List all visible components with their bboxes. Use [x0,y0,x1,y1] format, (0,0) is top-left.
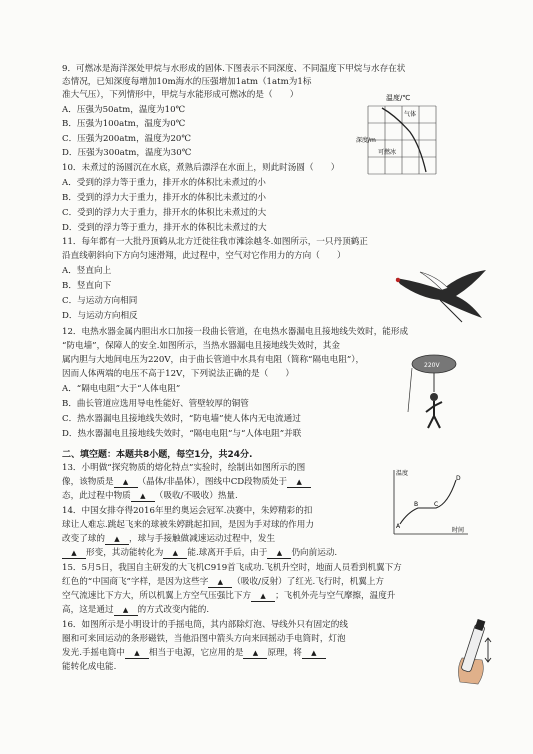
q12-option-d: D．热水器漏电且接地线失效时，“隔电电阻”与“人体电阻”并联 [62,429,302,439]
q14-line1: 14．中国女排夺得2016年里约奥运会冠军.决赛中，朱婷精彩的扣 [62,506,313,516]
q9-phase-diagram [356,92,446,178]
q16-blank-2[interactable]: ▲ [243,649,267,659]
q15-line2: 红色的“中国商飞”字样，是因为这些字 ▲ （吸收/反射）了红光.飞行时，机翼上方 [62,577,385,587]
q14-blank-4[interactable]: ▲ [267,549,291,559]
q15-line3: 空气流速比下方大，所以机翼上方空气压强比下方 ▲ ；飞机外壳与空气摩擦，温度升 [62,591,396,601]
q15-line4: 高，这是通过 ▲ 的方式改变内能的. [62,605,210,615]
q11-option-d: D．与运动方向相反 [62,311,138,321]
q12-line3: 属内胆与大地间电压为220V，由于曲长管道中水具有电阻（简称“隔电电阻”）， [62,355,365,365]
q14-blank-2[interactable]: ▲ [62,549,86,559]
q11-line2: 沿直线朝斜向下方向匀速滑翔，此过程中，空气对它作用力的方向（ ） [62,251,346,261]
q10-option-c: C．受到的浮力大于重力，排开水的体积比未煮过的大 [62,208,267,218]
q9-option-d: D．压强为300atm，温度为30℃ [62,148,192,158]
q10-option-b: B．受到的浮力大于重力，排开水的体积比未煮过的小 [62,193,266,203]
q13-line1: 13．小明做“探究物质的熔化特点”实验时，绘制出如图所示的图 [62,463,306,473]
q9-option-a: A．压强为50atm，温度为10℃ [62,105,186,115]
section-2-heading: 二、填空题：本题共8小题，每空1分，共24分. [62,450,253,460]
q11-option-a: A．竖直向上 [62,266,112,276]
q11-line1: 11．每年都有一大批丹顶鹤从北方迁徙往我市滩涂越冬.如图所示，一只丹顶鹤正 [62,237,368,247]
q10-line1: 10．未煮过的汤圆沉在水底，煮熟后漂浮在水面上，则此时汤圆（ ） [62,163,340,173]
q12-line1: 12．电热水器金属内胆出水口加接一段曲长管道，在电热水器漏电且接地线失效时，能形成 [62,327,409,337]
q15-line1: 15．5月5日，我国自主研发的大飞机C919首飞成功.飞机升空时，地面人员看到机翼下方 [62,563,402,573]
q13-xlabel: 时间 [452,527,465,534]
q13-ylabel: 温度 [396,470,409,477]
crane-illustration [390,268,490,326]
q9-line3: 准大气压），下列情形中，甲烷与水能形成可燃冰的是（ ） [62,90,299,100]
q16-line1: 16．如图所示是小明设计的手摇电筒，其内部除灯泡、导线外只有固定的线 [62,620,348,630]
q15-blank-1[interactable]: ▲ [208,578,232,588]
q15-blank-3[interactable]: ▲ [114,606,138,616]
q9-line2: 态情况，已知深度每增加10m海水的压强增加1atm（1atm为1标 [62,77,312,87]
q16-line4: 能转化成电能. [62,662,117,672]
q15-blank-2[interactable]: ▲ [251,592,275,602]
q9-region-hydrate: 可燃冰 [378,149,397,156]
q12-line2: “防电墙”，保障人的安全.如图所示，当热水器漏电且接地线失效时，其金 [62,341,340,351]
q13-point-c: C [434,501,439,508]
q16-blank-1[interactable]: ▲ [125,649,149,659]
q14-line2: 球让人难忘.跳起飞来的球被朱婷跳起扣回，是因为手对球的作用力 [62,520,314,530]
q9-line1: 9．可燃冰是海洋深处甲烷与水形成的固体.下图表示不同深度、不同温度下甲烷与水存在状 [62,64,406,74]
q14-blank-3[interactable]: ▲ [163,549,187,559]
q13-blank-2[interactable]: ▲ [287,478,311,488]
q10-option-d: D．受到的浮力等于重力，排开水的体积比未煮过的大 [62,223,267,233]
q16-blank-3[interactable]: ▲ [302,649,326,659]
q16-line2: 圈和可来回运动的条形磁铁，当他沿图中箭头方向来回摇动手电筒时，灯泡 [62,634,346,644]
q12-option-b: B．曲长管道应选用导电性能好、管壁较厚的铜管 [62,399,249,409]
q13-curve [400,480,456,524]
q13-blank-1[interactable]: ▲ [114,478,138,488]
q13-blank-3[interactable]: ▲ [131,492,155,502]
water-heater-illustration [404,352,464,432]
q12-option-a: A．“隔电电阻”大于“人体电阻” [62,384,181,394]
q13-point-b: B [414,501,419,508]
q11-option-c: C．与运动方向相同 [62,296,138,306]
q11-option-b: B．竖直向下 [62,281,112,291]
q13-melting-graph [382,466,472,538]
q9-chart-xlabel: 温度/℃ [386,94,411,102]
q12-option-c: C．热水器漏电且接地线失效时，“防电墙”使人体内无电流通过 [62,414,301,424]
q9-option-b: B．压强为100atm，温度为0℃ [62,119,186,129]
q13-point-d: D [456,475,461,482]
q9-option-c: C．压强为200atm，温度为20℃ [62,134,192,144]
q12-line4: 因而人体两端的电压不高于12V，下列说法正确的是（ ） [62,369,294,379]
q14-line3: 改变了球的 ▲ ，球与手接触做减速运动过程中，发生 [62,534,276,544]
q9-region-gas: 气体 [404,111,417,118]
q14-line4: ▲ 形变，其动能转化为 ▲ 能.球离开手后，由于 ▲ 仍向前运动. [62,547,337,560]
q14-blank-1[interactable]: ▲ [105,535,129,545]
q10-option-a: A．受到的浮力等于重力，排开水的体积比未煮过的小 [62,178,266,188]
q13-point-a: A [396,523,401,530]
heater-voltage-label: 220V [424,362,440,369]
hand-flashlight-illustration [452,618,500,688]
q16-line3: 发光.手摇电筒中 ▲ 相当于电源，它应用的是 ▲ 原理，将 ▲ [62,647,326,660]
q13-line2: 像，该物质是 ▲ （晶体/非晶体），图线中CD段物质处于 ▲ [62,476,311,489]
q9-chart-ylabel: 深度/m [356,137,376,144]
q13-line3: 态，此过程中物质 ▲ （吸收/不吸收）热量. [62,491,238,501]
